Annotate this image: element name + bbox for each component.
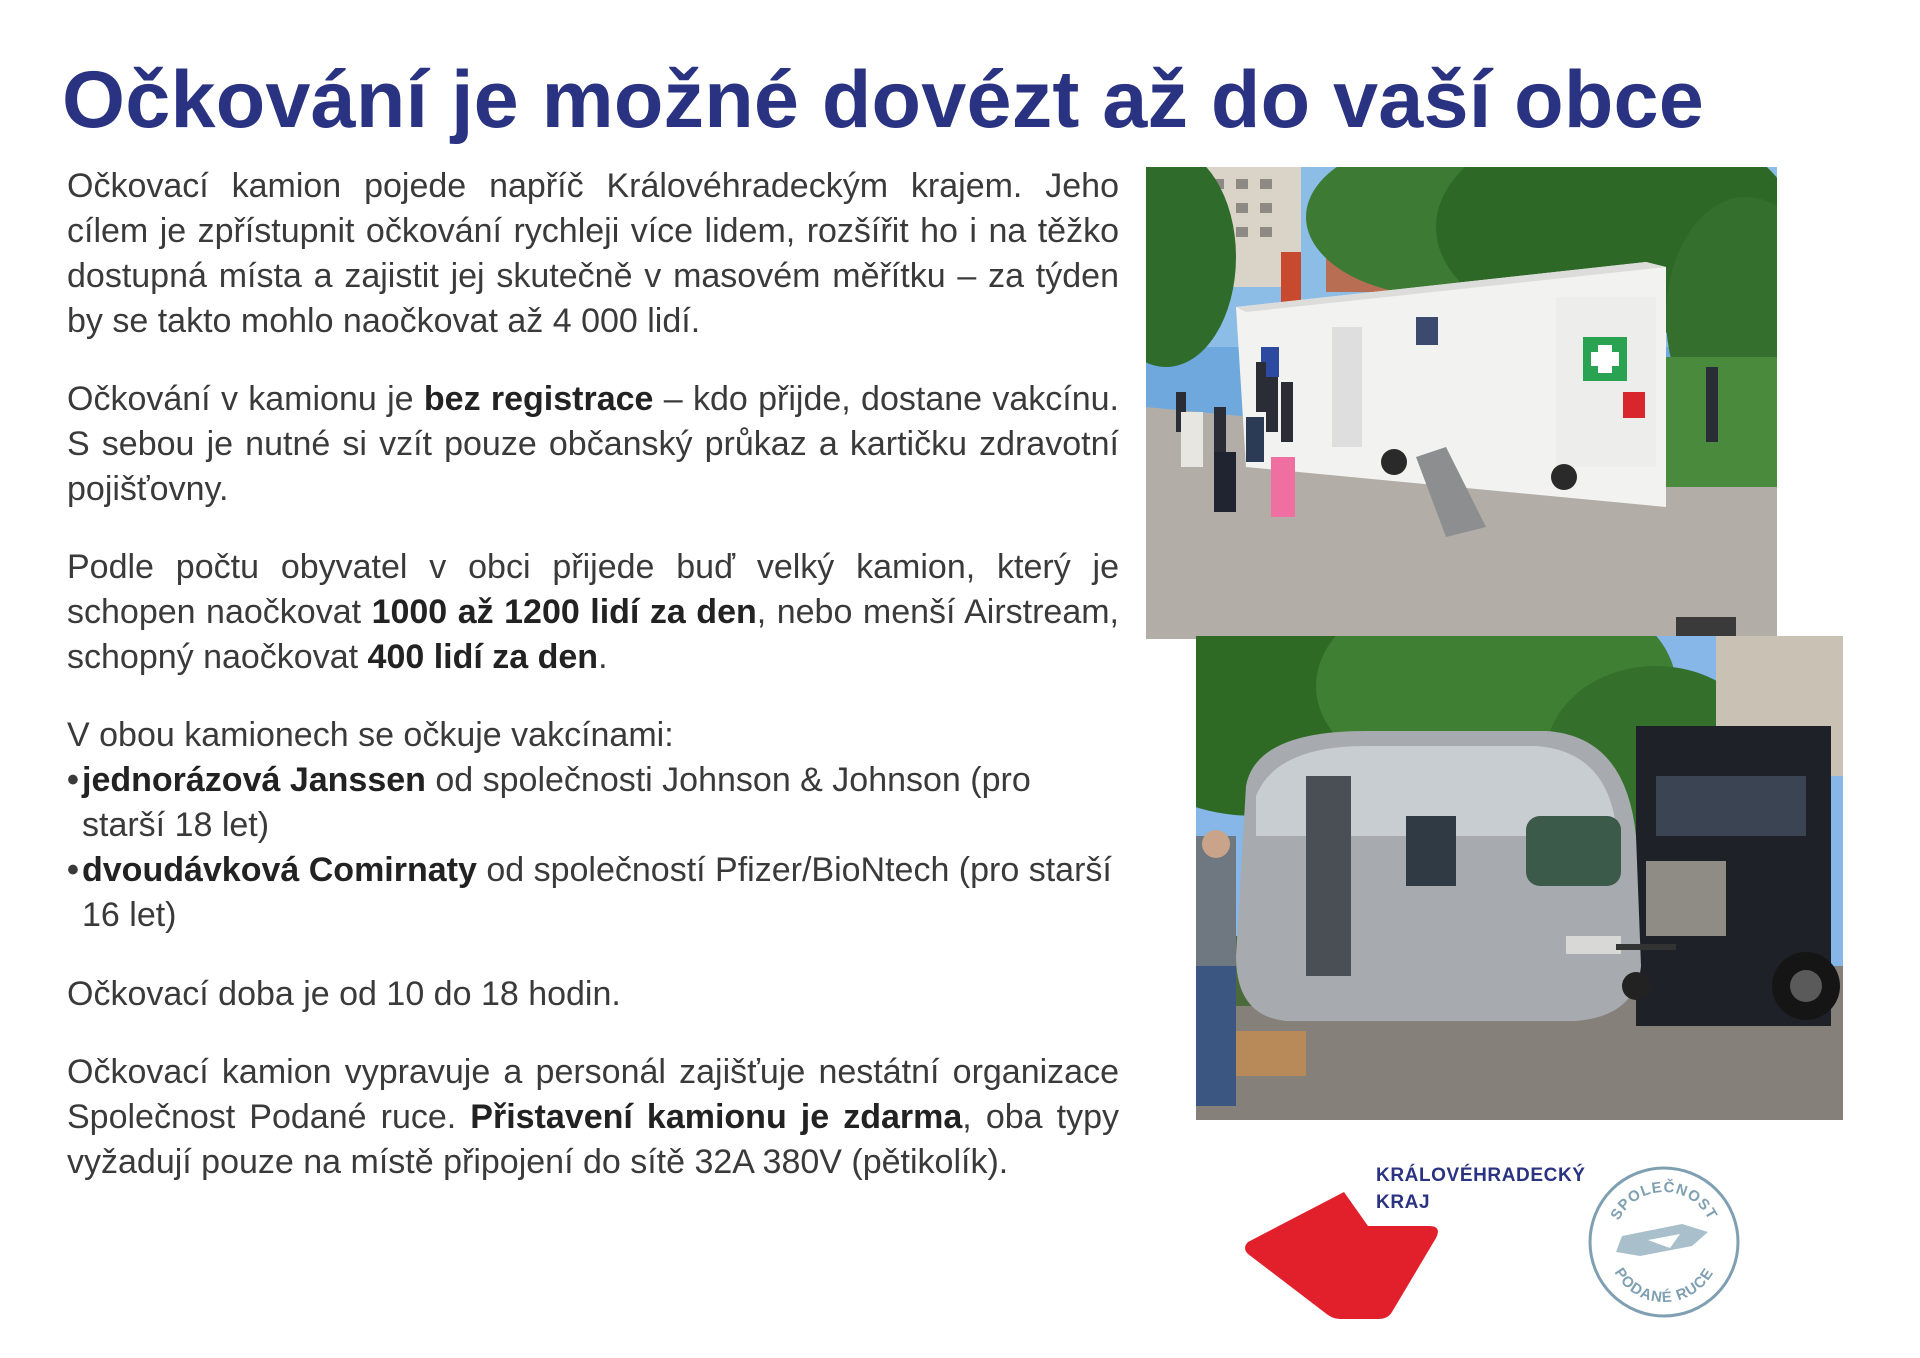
- svg-text:PODANÉ RUCE: [1611, 1265, 1717, 1306]
- spolecnost-podane-ruce-logo: [1586, 1164, 1742, 1320]
- list-item-comirnaty: [67, 848, 1119, 938]
- vaccine-detail: od společností Pfizer/BioNtech (pro starší 16 let): [82, 851, 1112, 934]
- kraj-arrow-mark: [1244, 1192, 1442, 1320]
- text-fragment: – kdo přijde, dostane vakcínu. S sebou je nutné si vzít pouze občanský průkaz a kartičku zdravotní pojišťovny.: [67, 380, 1119, 508]
- page-title: Očkování je možné dovézt až do vaší obce: [62, 55, 1705, 145]
- bullet-dot: •: [67, 851, 79, 889]
- text-fragment: , oba typy vyžadují pouze na místě připojení do sítě 32A 380V (pětikolík).: [67, 1098, 1119, 1181]
- paragraph-capacity: [67, 545, 1119, 680]
- bold-truck-capacity: 1000 až 1200 lidí za den: [371, 593, 757, 631]
- vaccination-truck-photo: [1146, 167, 1777, 639]
- article-body: [67, 164, 1119, 1218]
- bullet-dot: •: [67, 761, 79, 799]
- text-fragment: Podle počtu obyvatel v obci přijede buď velký kamion, který je schopen naočkovat: [67, 548, 1119, 631]
- seal-top-text: SPOLEČNOST: [1607, 1178, 1721, 1223]
- text-fragment: Očkovací kamion vypravuje a personál zajišťuje nestátní organizace Společnost Podané ruce.: [67, 1053, 1119, 1136]
- kraj-logo-line2: KRAJ: [1376, 1192, 1431, 1213]
- text-fragment: .: [598, 638, 608, 676]
- podane-ruce-seal: [1586, 1164, 1742, 1320]
- paragraph-registration: [67, 377, 1119, 512]
- paragraph-hours: Očkovací doba je od 10 do 18 hodin.: [67, 975, 621, 1013]
- text-fragment: Očkování v kamionu je: [67, 380, 424, 418]
- kraj-logo-line1: KRÁLOVÉHRADECKÝ: [1376, 1165, 1586, 1186]
- svg-text:SPOLEČNOST: [1607, 1178, 1721, 1223]
- paragraph-intro: Očkovací kamion pojede napříč Královéhradeckým krajem. Jeho cílem je zpřístupnit očkování rychleji více lidem, rozšířit ho i na těžko dostupná místa a zajistit jej skutečně v masovém měřítku – za týden by se takto mohlo naočkovat až 4 000 lidí.: [67, 167, 1119, 340]
- list-item-janssen: [67, 758, 1119, 848]
- bold-vaccine-name: dvoudávková Comirnaty: [82, 851, 477, 889]
- bold-airstream-capacity: 400 lidí za den: [367, 638, 599, 676]
- airstream-trailer-photo: [1196, 636, 1843, 1120]
- text-fragment: , nebo menší Airstream, schopný naočkovat: [67, 593, 1119, 676]
- kralovehradecky-kraj-logo: [1244, 1162, 1604, 1322]
- seal-bottom-text: PODANÉ RUCE: [1610, 1264, 1718, 1307]
- vaccine-list: [67, 713, 1119, 938]
- paragraph-organizer: [67, 1050, 1119, 1185]
- vaccine-detail: od společnosti Johnson & Johnson (pro starší 18 let): [82, 761, 1031, 844]
- bold-vaccine-name: jednorázová Janssen: [82, 761, 426, 799]
- bold-free-delivery: Přistavení kamionu je zdarma: [470, 1098, 963, 1136]
- bold-no-registration: bez registrace: [423, 380, 654, 418]
- vaccine-list-intro: V obou kamionech se očkuje vakcínami:: [67, 716, 674, 754]
